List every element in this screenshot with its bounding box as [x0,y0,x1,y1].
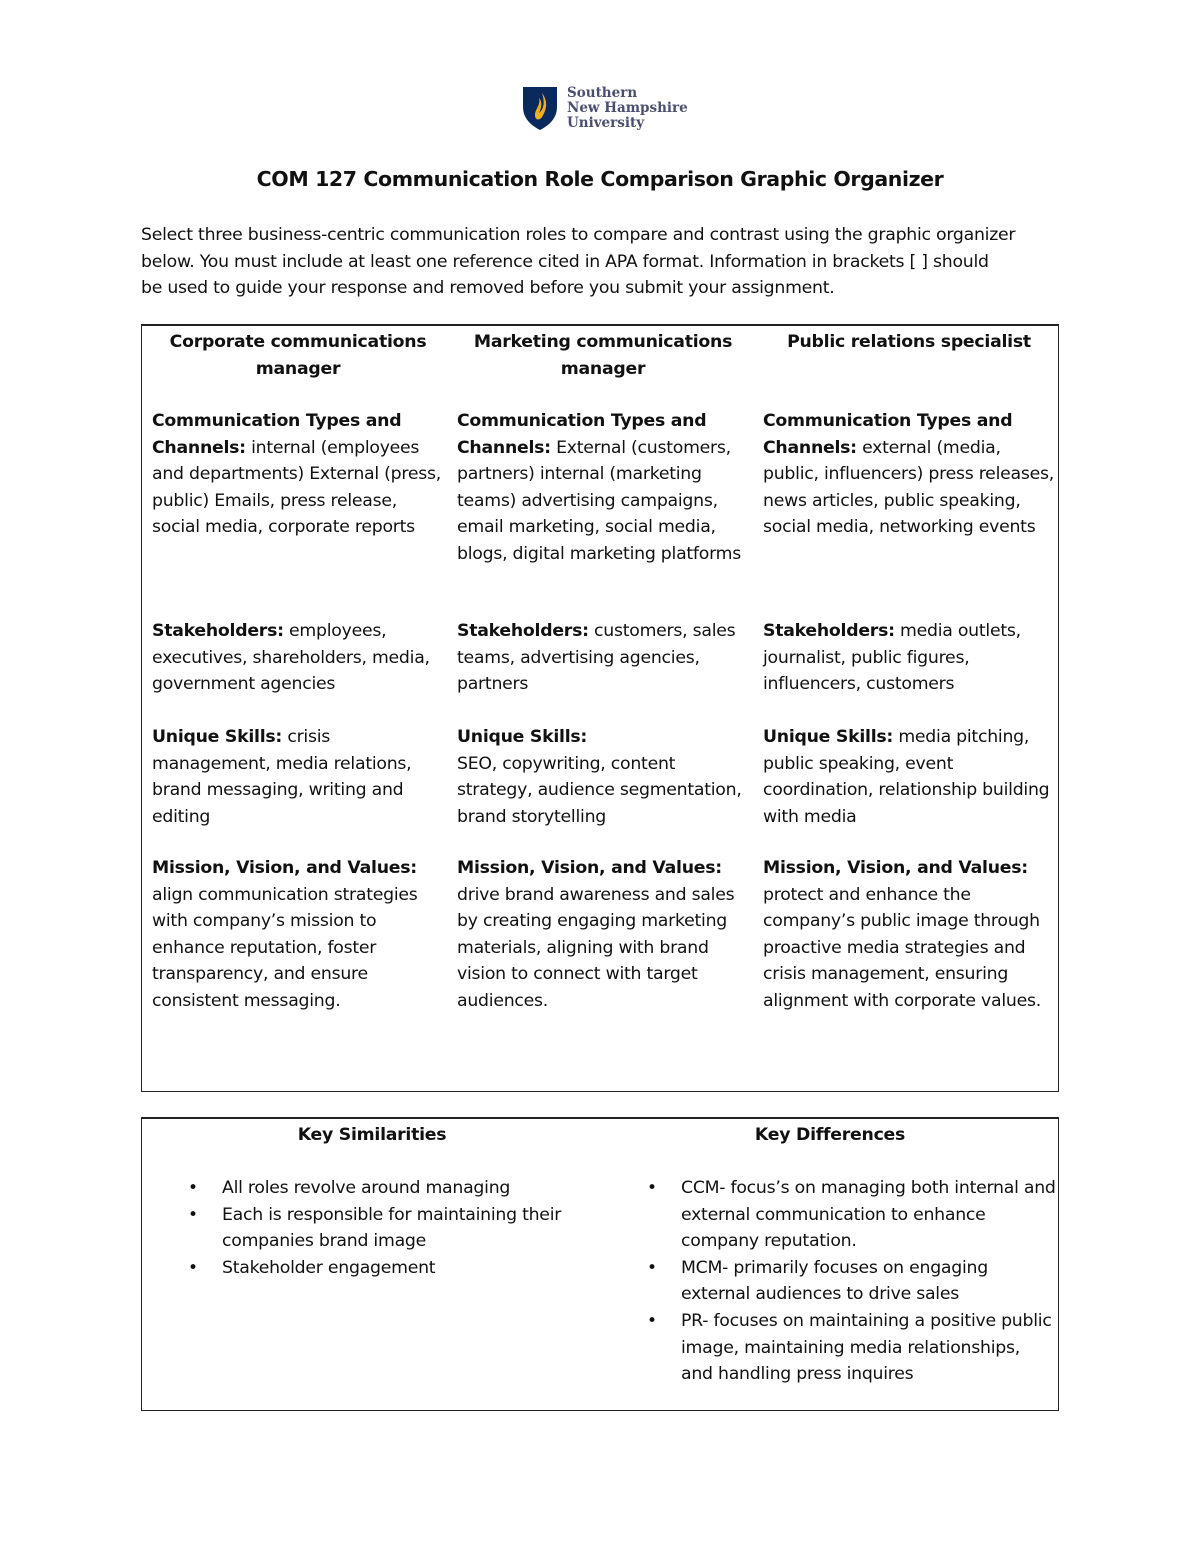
section-label: Mission, Vision, and Values: [152,858,417,878]
section-label: Unique Skills: [763,727,894,747]
role-header-line: Marketing communications [473,332,733,352]
role-column-marketing [457,326,749,1011]
section-label: Communication Types and Channels: [152,411,402,458]
list-item: • Stakeholder engagement [187,1255,587,1282]
similarities-differences-table [141,1117,1059,1411]
role-header [763,326,1055,409]
section-text: protect and enhance the company’s public image through proactive media strategies and crisis management, ensuring alignment with corporate values. [763,884,1041,1011]
unique-skills-section [152,724,444,830]
logo-line-3: University [567,114,645,131]
role-header-line: manager [560,358,646,379]
differences-list [646,1175,1056,1388]
role-header [457,326,749,409]
section-text: customers, sales teams, advertising agencies, partners [457,621,736,695]
instructions-line: be used to guide your response and removed before you submit your assignment. [141,278,835,299]
section-label: Unique Skills: [457,727,588,747]
section-text: crisis management, media relations, brand messaging, writing and editing [152,727,412,827]
mission-section [763,855,1055,1015]
role-header-line: manager [255,358,341,379]
section-label: Mission, Vision, and Values: [457,858,722,878]
section-text: internal (employees and departments) External (press, public) Emails, press release, social media, corporate reports [152,437,441,538]
section-label: Stakeholders: [763,621,895,641]
section-label: Unique Skills: [152,727,283,747]
role-header [152,326,444,409]
logo-line-2: New Hampshire [567,99,688,116]
communication-types-section [763,408,1055,541]
mission-section [152,855,444,1015]
stakeholders-section [457,618,749,698]
section-label: Stakeholders: [457,621,589,641]
list-item: • PR- focuses on maintaining a positive public image, maintaining media relationships, and handling press inquires [646,1308,1056,1388]
stakeholders-section [763,618,1055,698]
section-text: align communication strategies with company’s mission to enhance reputation, foster transparency, and ensure consistent messaging. [152,884,418,1011]
stakeholders-section [152,618,444,698]
communication-types-section [457,408,749,568]
section-label: Mission, Vision, and Values: [763,858,1028,878]
list-item: • CCM- focus’s on managing both internal and external communication to enhance company reputation. [646,1175,1056,1255]
role-comparison-table [141,324,1059,1092]
mission-section [457,855,749,1015]
logo-line-1: Southern [567,84,638,101]
unique-skills-section [457,724,749,830]
section-text: SEO, copywriting, content strategy, audience segmentation, brand storytelling [457,753,742,827]
section-label: Stakeholders: [152,621,284,641]
role-header-line: Corporate communications [169,332,427,352]
instructions-paragraph [141,222,1061,302]
instructions-line: below. You must include at least one reference cited in APA format. Information in brackets [ ] should [141,251,989,272]
section-text: external (media, public, influencers) press releases, news articles, public speaking, social media, networking events [763,437,1054,538]
section-label: Communication Types and Channels: [457,411,707,458]
role-header-line: Public relations specialist [787,332,1031,352]
page-title: COM 127 Communication Role Comparison Graphic Organizer [256,167,944,191]
section-text: media pitching, public speaking, event coordination, relationship building with media [763,727,1050,827]
list-item: • MCM- primarily focuses on engaging external audiences to drive sales [646,1255,1056,1308]
unique-skills-section [763,724,1055,830]
differences-heading: Key Differences [754,1125,906,1145]
section-text: employees, executives, shareholders, media, government agencies [152,621,430,695]
section-label: Communication Types and Channels: [763,411,1013,458]
communication-types-section [152,408,444,541]
list-item: • All roles revolve around managing [187,1175,587,1202]
university-logo [521,84,691,132]
section-text: External (customers, partners) internal (marketing teams) advertising campaigns, email marketing, social media, blogs, digital marketing platforms [457,437,741,564]
section-text: drive brand awareness and sales by creating engaging marketing materials, aligning with brand vision to connect with target audiences. [457,884,735,1011]
similarities-list [187,1175,587,1281]
role-column-corporate [152,326,444,1011]
list-item: • Each is responsible for maintaining their companies brand image [187,1202,587,1255]
logo-wordmark [567,86,688,131]
section-text: media outlets, journalist, public figures, influencers, customers [763,621,1021,695]
instructions-line: Select three business-centric communication roles to compare and contrast using the graphic organizer [141,225,1016,245]
role-column-public-relations [763,326,1055,1011]
similarities-heading: Key Similarities [297,1125,447,1145]
shield-flame-icon [521,85,559,131]
